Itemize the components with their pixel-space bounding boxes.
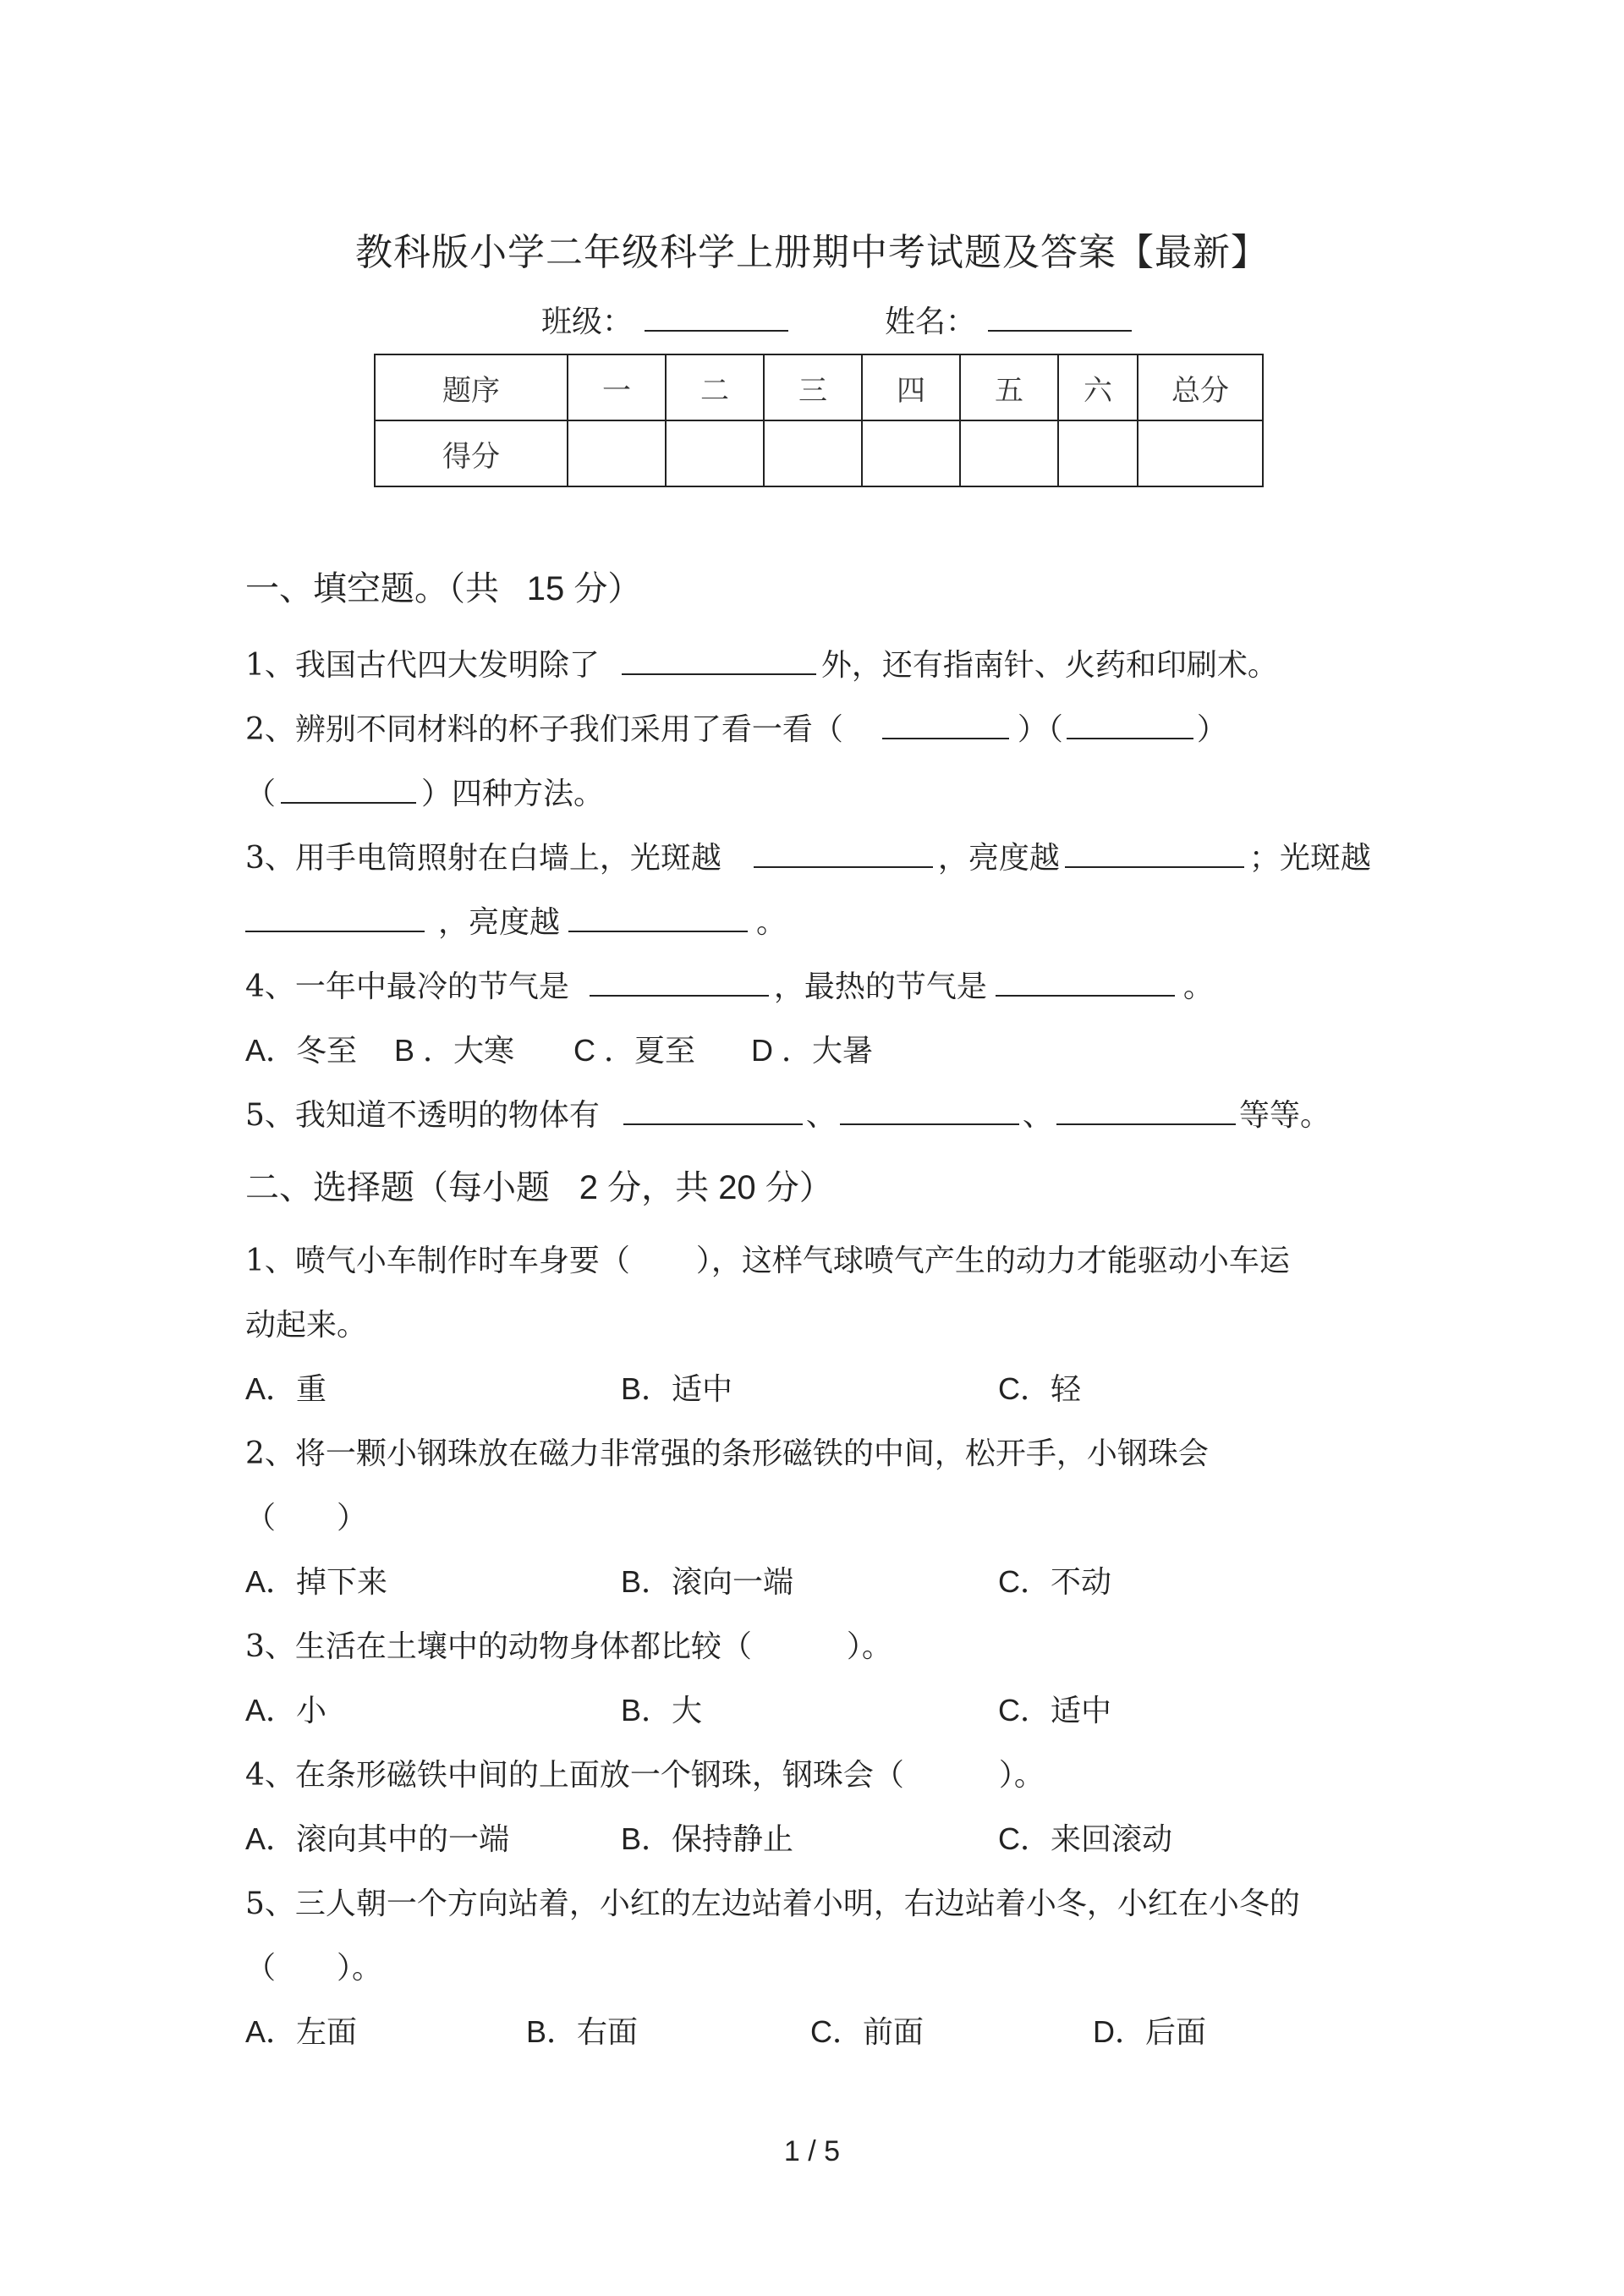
class-field [541, 298, 788, 341]
option-c[interactable]: C．适中 [998, 1693, 1111, 1727]
section1-score: 15 分） [526, 570, 642, 607]
score-table-header-row [375, 354, 1263, 420]
s1-q1-text: 1、我国古代四大发明除了 [245, 648, 600, 683]
option-b[interactable]: B．适中 [621, 1371, 733, 1406]
answer-blank[interactable] [996, 969, 1175, 997]
s1-q3-text: 3、用手电筒照射在白墙上，光斑越 [245, 841, 721, 876]
s1-q3-text-e: 。 [756, 905, 787, 940]
answer-blank[interactable] [590, 969, 769, 997]
section1-title: 一、填空题。（共 [245, 569, 499, 608]
page-number: 1 / 5 [783, 2135, 841, 2167]
answer-blank[interactable] [623, 1098, 803, 1125]
header-cell: 题序 [375, 354, 568, 420]
header-cell: 五 [960, 354, 1058, 420]
score-cell[interactable] [960, 420, 1058, 486]
header-cell: 总分 [1138, 354, 1263, 420]
answer-blank[interactable] [622, 648, 816, 675]
s2-q3-text: 3、生活在土壤中的动物身体都比较（ [245, 1629, 752, 1664]
section2-heading [245, 1161, 833, 1209]
score-cell[interactable] [862, 420, 960, 486]
s1-q5 [245, 1091, 1330, 1134]
answer-blank[interactable] [882, 712, 1009, 739]
answer-blank[interactable] [840, 1098, 1019, 1125]
option-b[interactable]: B．滚向一端 [621, 1564, 794, 1599]
s1-q4-text-c: 。 [1182, 969, 1214, 1004]
option-a[interactable]: A．滚向其中的一端 [245, 1821, 510, 1856]
header-cell: 三 [764, 354, 862, 420]
s1-q3-text-d: ，亮度越 [438, 905, 561, 940]
answer-blank[interactable] [1067, 712, 1193, 739]
section2-score: 2 分，共 20 分） [579, 1169, 833, 1206]
header-cell: 一 [568, 354, 666, 420]
s1-q3-text-b: ，亮度越 [937, 841, 1060, 876]
s1-q2-paren-close: ） [1196, 712, 1227, 747]
option-c[interactable]: C．来回滚动 [998, 1821, 1172, 1856]
answer-blank[interactable] [1065, 841, 1244, 868]
name-field [885, 298, 1132, 341]
header-cell: 六 [1058, 354, 1138, 420]
s2-q3-text-b: ）。 [846, 1629, 892, 1664]
s1-q2-text-end: ）四种方法。 [421, 777, 605, 811]
s1-q4-text-b: ，最热的节气是 [773, 969, 987, 1004]
s1-q2-cont [245, 770, 604, 813]
option-c[interactable]: C．前面 [810, 2014, 924, 2049]
row-label: 得分 [375, 420, 568, 486]
answer-blank[interactable] [568, 905, 748, 932]
s1-q5-text-end: 等等。 [1238, 1098, 1330, 1133]
option-a[interactable]: A．冬至 [245, 1033, 358, 1068]
s2-q1-text: 1、喷气小车制作时车身要（ [245, 1244, 630, 1278]
answer-blank[interactable] [754, 841, 933, 868]
option-c[interactable]: C ．夏至 [573, 1033, 696, 1068]
s1-q5-sep: 、 [1022, 1098, 1053, 1133]
s1-q2-paren-open: （ [245, 777, 277, 811]
header-cell: 四 [862, 354, 960, 420]
answer-blank[interactable] [1056, 1098, 1236, 1125]
page-title: 教科版小学二年级科学上册期中考试题及答案【最新】 [355, 231, 1269, 274]
s1-q5-text: 5、我知道不透明的物体有 [245, 1098, 600, 1133]
name-blank[interactable] [988, 305, 1132, 332]
option-b[interactable]: B．保持静止 [621, 1821, 794, 1856]
option-a[interactable]: A．小 [245, 1693, 327, 1727]
s2-q4-text: 4、在条形磁铁中间的上面放一个钢珠，钢珠会（ [245, 1758, 904, 1793]
s1-q3-cont [245, 898, 787, 942]
s2-q5: 5、三人朝一个方向站着，小红的左边站着小明，右边站着小冬，小红在小冬的 [245, 1887, 1300, 1921]
name-label: 姓名： [885, 305, 977, 339]
s2-q4 [245, 1751, 1045, 1794]
option-c[interactable]: C．不动 [998, 1564, 1111, 1599]
option-a[interactable]: A．掉下来 [245, 1564, 388, 1599]
s1-q2 [245, 706, 1227, 749]
option-b[interactable]: B．右面 [526, 2014, 639, 2049]
section2-title: 二、选择题（每小题 [245, 1168, 550, 1207]
s1-q3-text-c: ；光斑越 [1248, 841, 1371, 876]
score-cell[interactable] [764, 420, 862, 486]
s2-q1 [245, 1237, 1290, 1280]
s2-q1-cont: 动起来。 [245, 1308, 368, 1343]
answer-blank[interactable] [245, 905, 425, 932]
score-cell[interactable] [666, 420, 764, 486]
option-d[interactable]: D．后面 [1093, 2014, 1206, 2049]
option-b[interactable]: B ．大寒 [394, 1033, 515, 1068]
s1-q1 [245, 641, 1278, 684]
s2-q2-paren[interactable]: （ ） [245, 1501, 368, 1535]
s2-q3 [245, 1623, 892, 1666]
section1-heading [245, 562, 641, 610]
score-table [374, 354, 1264, 487]
s2-q1-text-b: ），这样气球喷气产生的动力才能驱动小车运 [695, 1244, 1290, 1278]
s1-q4 [245, 963, 1214, 1006]
s2-q4-text-b: ）。 [998, 1758, 1045, 1793]
s1-q5-sep: 、 [805, 1098, 837, 1133]
s1-q2-text: 2、辨别不同材料的杯子我们采用了看一看（ [245, 712, 843, 747]
score-cell[interactable] [568, 420, 666, 486]
header-cell: 二 [666, 354, 764, 420]
class-label: 班级： [541, 305, 634, 339]
option-c[interactable]: C．轻 [998, 1371, 1081, 1406]
s2-q5-paren[interactable]: （ ）。 [245, 1951, 383, 1986]
score-cell[interactable] [1058, 420, 1138, 486]
answer-blank[interactable] [281, 777, 416, 804]
s1-q2-paren: ）（ [1017, 712, 1063, 747]
s1-q4-text: 4、一年中最冷的节气是 [245, 969, 569, 1004]
score-cell[interactable] [1138, 420, 1263, 486]
class-blank[interactable] [645, 305, 788, 332]
score-table-score-row [375, 420, 1263, 486]
option-d[interactable]: D ．大暑 [751, 1033, 874, 1068]
s1-q3 [245, 834, 1371, 877]
s2-q2: 2、将一颗小钢珠放在磁力非常强的条形磁铁的中间，松开手，小钢珠会 [245, 1436, 1209, 1471]
s1-q1-text-end: 外，还有指南针、火药和印刷术。 [820, 648, 1278, 683]
option-a[interactable]: A．重 [245, 1371, 327, 1406]
option-a[interactable]: A．左面 [245, 2014, 358, 2049]
option-b[interactable]: B．大 [621, 1693, 703, 1727]
